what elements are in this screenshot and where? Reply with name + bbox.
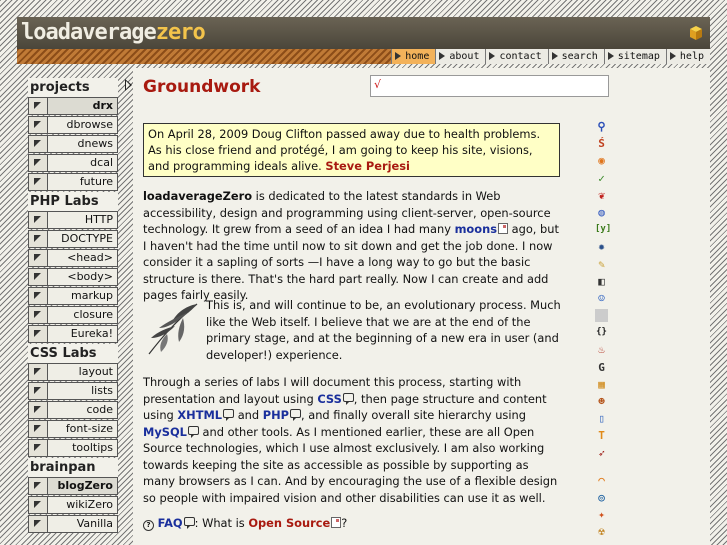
mysql-link[interactable]: MySQL [143,424,187,439]
nav-help[interactable]: help [666,49,710,64]
main-content [133,68,710,545]
labs-text-d: , and finally overall site hierarchy using [300,408,526,422]
corner-arrow-icon [29,155,48,171]
shield-icon[interactable]: ◉ [598,154,605,168]
nav-home[interactable]: home [391,49,435,64]
moons-link[interactable]: moons [454,222,497,236]
t-icon[interactable]: T [598,429,605,443]
document-icon[interactable]: ▯ [598,412,605,426]
current-section-pointer-icon [125,79,132,91]
corner-arrow-icon [29,383,48,399]
faq-text: : What is [194,516,249,530]
person-icon[interactable]: ☺ [598,291,605,305]
sidebar-item-label: blogZero [48,478,117,494]
sidebar-item[interactable] [28,325,118,343]
badge-icon-column [595,120,615,542]
logo-accent-text: zero [155,20,205,45]
corner-arrow-icon [29,326,48,342]
sidebar-item[interactable] [28,154,118,172]
corner-arrow-icon [29,402,48,418]
sidebar-item[interactable] [28,116,118,134]
faq-end: ? [341,516,348,530]
sidebar-item[interactable] [28,496,118,514]
sidebar-item-label: dnews [77,137,113,150]
bug-icon[interactable]: ✹ [598,240,605,254]
corner-arrow-icon [29,440,48,456]
sidebar-item[interactable] [28,249,118,267]
memorial-notice [143,123,560,177]
rocket-icon[interactable]: ➶ [598,446,605,460]
sidebar-item-label: code [86,403,113,416]
sidebar-item[interactable] [28,230,118,248]
sidebar-section-title: brainpan [28,458,118,477]
sidebar-item-label: Eureka! [70,327,113,340]
tooltip-icon [343,393,354,402]
corner-arrow-icon [29,250,48,266]
sidebar-item[interactable] [28,477,118,495]
labs-text-c: and [234,408,263,422]
sidebar-item[interactable] [28,363,118,381]
paw-icon[interactable]: ❦ [598,188,605,202]
css-link[interactable]: CSS [317,391,342,406]
bracket-y-icon[interactable]: [y] [595,224,612,235]
tooltip-icon [188,426,199,435]
sidebar-item[interactable] [28,97,118,115]
sidebar-item-label: Vanilla [76,517,113,530]
sidebar-item-label: tooltips [72,441,113,454]
sidebar-item[interactable] [28,401,118,419]
logo-main-text: loadaverage [21,20,156,45]
corner-arrow-icon [29,117,48,133]
hazard-icon[interactable]: ☢ [598,525,605,539]
sidebar [28,78,118,534]
sidebar-item[interactable] [28,287,118,305]
corner-arrow-icon [29,269,48,285]
sidebar-item-label: lists [91,384,113,397]
search-input[interactable]: √ [370,75,609,97]
open-source-link[interactable]: Open Source [248,516,331,530]
sidebar-item-label: <body> [67,270,113,283]
corner-arrow-icon [29,307,48,323]
external-link-icon [498,223,508,234]
faq-line [143,515,563,532]
corner-arrow-icon [29,136,48,152]
leaf-illustration [145,300,203,356]
sidebar-item[interactable] [28,515,118,533]
sidebar-item-label: closure [73,308,113,321]
site-logo[interactable] [21,18,205,48]
corner-arrow-icon [29,174,48,190]
labs-paragraph [143,374,563,506]
evolution-paragraph: This is, and will continue to be, an evolutionary process. Much like the Web itself. I believe that we are at the end of the primary stage, and at the beginning of a new era in user (and developer!) experience. [206,298,561,362]
java-icon[interactable]: ♨ [598,343,605,357]
check-icon[interactable]: ✓ [598,171,605,185]
sidebar-item-label: dcal [90,156,113,169]
braces-icon[interactable]: {} [596,327,607,338]
target-icon[interactable]: ◎ [598,490,605,504]
pen-icon[interactable]: ✎ [598,257,605,271]
sidebar-section-title: PHP Labs [28,192,118,211]
faq-link[interactable]: FAQ [157,516,183,530]
sidebar-item[interactable] [28,439,118,457]
nav-bar [17,49,710,64]
sidebar-item-label: markup [71,289,113,302]
corner-arrow-icon [29,478,48,494]
external-link-icon [331,517,341,528]
sidebar-item[interactable] [28,135,118,153]
swirl-icon[interactable]: Ś [598,137,605,151]
sidebar-section-title: projects [28,78,118,97]
labs-text-b: , then page structure and content using [143,391,547,422]
question-icon: ? [143,520,154,531]
sidebar-item[interactable] [28,306,118,324]
corner-arrow-icon [29,212,48,228]
corner-arrow-icon [29,98,48,114]
sidebar-item[interactable] [28,382,118,400]
brand-name: loadaverageZero [143,189,253,203]
magnifier-icon[interactable]: ⚲ [597,120,606,133]
rss-icon[interactable]: ◠ [598,473,605,487]
sidebar-item-label: drx [48,98,117,114]
corner-arrow-icon [29,421,48,437]
page-title: Groundwork [143,77,261,97]
site-header [17,17,710,49]
sidebar-item-label: font-size [65,422,113,435]
tag-icon[interactable]: ◧ [598,274,605,288]
sidebar-item-label: HTTP [84,213,113,226]
tooltip-icon [290,409,301,418]
sidebar-item-label: DOCTYPE [61,232,113,245]
intro-paragraph [143,188,563,304]
sidebar-item[interactable] [28,268,118,286]
intro-text-b: ago, but I haven't had the time until now to sit down and get the job done. I now consider it a sapling of sorts —I have a long way to go but the basic structure is there. That's the hard part really. Now I can create and add pages fairly easily. [143,222,559,302]
sidebar-item-label: wikiZero [66,498,113,511]
sidebar-item-label: dbrowse [66,118,113,131]
php-link[interactable]: PHP [262,408,289,422]
corner-arrow-icon [29,364,48,380]
labs-text-a: Through a series of labs I will document this process, starting with presentation and layout using [143,375,522,406]
sidebar-section-title: CSS Labs [28,344,118,363]
tooltip-icon [184,517,195,526]
nav-contact[interactable]: contact [485,49,547,64]
sidebar-item[interactable] [28,420,118,438]
main-nav [391,49,710,64]
corner-arrow-icon [29,231,48,247]
globe-icon[interactable]: ◍ [598,205,605,219]
corner-arrow-icon [29,516,48,532]
notice-signature: Steve Perjesi [325,159,410,173]
nav-search[interactable]: search [548,49,604,64]
sidebar-item[interactable] [28,173,118,191]
nav-sitemap[interactable]: sitemap [604,49,666,64]
corner-arrow-icon [29,288,48,304]
nav-about[interactable]: about [435,49,485,64]
blank-icon[interactable] [595,309,608,322]
cube-icon[interactable] [690,26,702,40]
sidebar-item[interactable] [28,211,118,229]
notice-text: On April 28, 2009 Doug Clifton passed away due to health problems. As his close friend and protégé, I am going to keep his site, visions, and programming ideals alive. [148,127,541,173]
grid-icon[interactable]: ▦ [598,377,605,391]
intro-text-a: is dedicated to the latest standards in Web accessibility, design and programming using client-server, open-source technology. It grew from a seed of an idea I had many [143,189,551,236]
xhtml-link[interactable]: XHTML [177,408,223,422]
tooltip-icon [223,409,234,418]
face-icon[interactable]: ☻ [598,395,605,408]
labs-text-e: and other tools. As I mentioned earlier, these are all Open Source technologies, which I use almost exclusively. I am also working towards keeping the site as accessible as possible by supporting as many browsers as I can. And by encouraging the use of a flexible design so people with impaired vision and other disabilities can use it as well. [143,424,558,505]
g-icon[interactable]: G [598,360,605,374]
sidebar-item-label: future [79,175,113,188]
sidebar-item-label: layout [78,365,113,378]
sidebar-item-label: <head> [67,251,113,264]
corner-arrow-icon [29,497,48,513]
firefox-icon[interactable]: ✦ [598,507,605,521]
